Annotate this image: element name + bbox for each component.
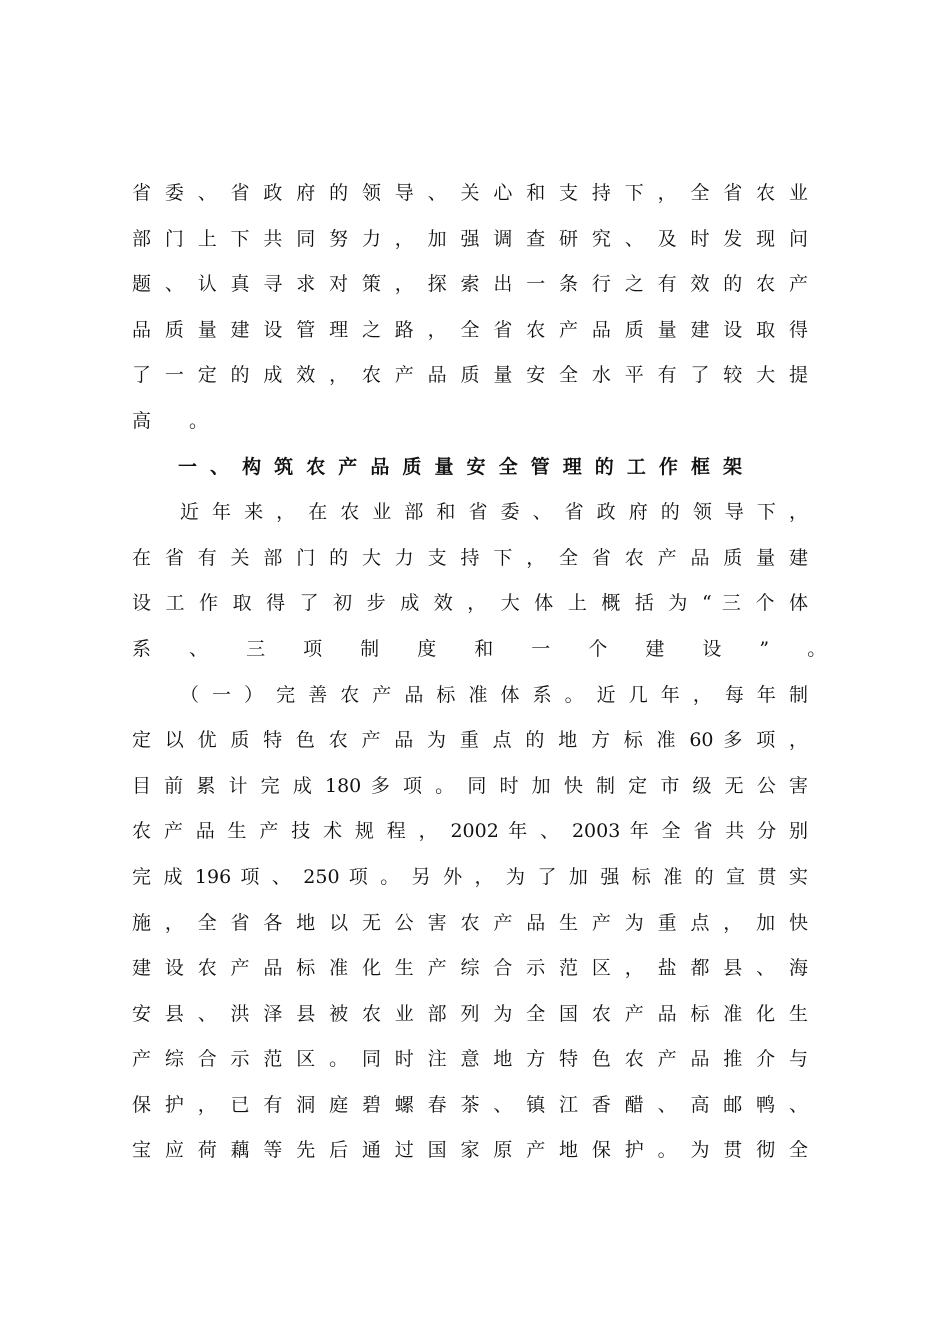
body-line: 部 门 上 下 共 同 努 力 ， 加 强 调 查 研 究 、 及 时 发 现 问 (132, 227, 808, 250)
body-line: 题 、 认 真 寻 求 对 策 ， 探 索 出 一 条 行 之 有 效 的 农 产 (132, 273, 808, 296)
body-line: 系 、 三 项 制 度 和 一 个 建 设 ” 。 (132, 637, 843, 660)
body-line: （ 一 ） 完 善 农 产 品 标 准 体 系 。 近 几 年 ， 每 年 制 (180, 683, 808, 706)
body-line: 宝 应 荷 藕 等 先 后 通 过 国 家 原 产 地 保 护 。 为 贯 彻 全 (132, 1139, 808, 1162)
body-line: 定 以 优 质 特 色 农 产 品 为 重 点 的 地 方 标 准 60 多 项 ， (132, 729, 808, 752)
body-line: 设 工 作 取 得 了 初 步 成 效 ， 大 体 上 概 括 为 “ 三 个 体 (132, 592, 808, 615)
body-line: 完 成 196 项 、 250 项 。 另 外 ， 为 了 加 强 标 准 的 宣 贯 实 (132, 865, 808, 888)
body-line: 了 一 定 的 成 效 ， 农 产 品 质 量 安 全 水 平 有 了 较 大 提 (132, 364, 808, 387)
document-body (132, 171, 843, 1174)
body-line: 农 产 品 生 产 技 术 规 程 ， 2002 年 、 2003 年 全 省 共 分 别 (132, 820, 808, 843)
body-line: 建 设 农 产 品 标 准 化 生 产 综 合 示 范 区 ， 盐 都 县 、 海 (132, 957, 808, 980)
section-heading: 一 、 构 筑 农 产 品 质 量 安 全 管 理 的 工 作 框 架 (178, 455, 742, 478)
body-line: 在 省 有 关 部 门 的 大 力 支 持 下 ， 全 省 农 产 品 质 量 建 (132, 546, 808, 569)
body-line: 高 。 (132, 409, 225, 432)
body-line: 安 县 、 洪 泽 县 被 农 业 部 列 为 全 国 农 产 品 标 准 化 生 (132, 1002, 808, 1025)
body-line: 省 委 、 省 政 府 的 领 导 、 关 心 和 支 持 下 ， 全 省 农 业 (132, 182, 808, 204)
body-line: 产 综 合 示 范 区 。 同 时 注 意 地 方 特 色 农 产 品 推 介 与 (132, 1048, 808, 1071)
body-line: 品 质 量 建 设 管 理 之 路 ， 全 省 农 产 品 质 量 建 设 取 得 (132, 318, 808, 341)
body-line: 施 ， 全 省 各 地 以 无 公 害 农 产 品 生 产 为 重 点 ， 加 快 (132, 911, 808, 934)
body-line: 目 前 累 计 完 成 180 多 项 。 同 时 加 快 制 定 市 级 无 公 害 (132, 774, 808, 797)
body-line: 近 年 来 ， 在 农 业 部 和 省 委 、 省 政 府 的 领 导 下 ， (180, 501, 808, 524)
body-line: 保 护 ， 已 有 洞 庭 碧 螺 春 茶 、 镇 江 香 醋 、 高 邮 鸭 、 (132, 1093, 808, 1116)
